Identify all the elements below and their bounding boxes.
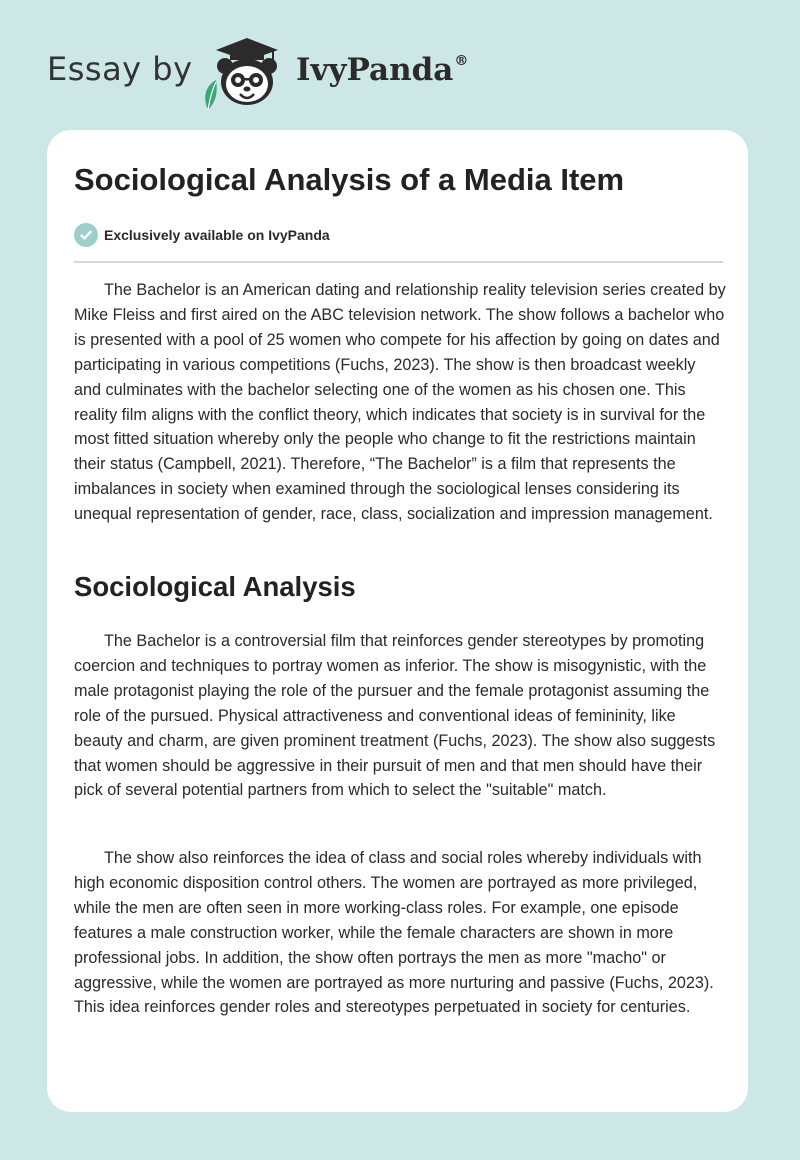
brand-name[interactable] [296,52,468,88]
essay-by-label: Essay by [47,50,193,88]
registered-mark: ® [454,52,469,69]
exclusive-badge [74,222,330,248]
section-paragraph: The show also reinforces the idea of class and social roles whereby individuals with high economic disposition control others. The women are portrayed as more privileged, while the men are often seen in more working-class roles. For example, one episode features a male construction worker, while the female characters are shown in more professional jobs. In addition, the show often portrays the men as more "macho" or aggressive, while the women are portrayed as more nurturing and passive (Fuchs, 2023). This idea reinforces gender roles and stereotypes perpetuated in society for centuries. [74,849,714,1017]
site-header [0,0,800,128]
page-title: Sociological Analysis of a Media Item [74,162,625,197]
section-paragraph: The Bachelor is a controversial film that reinforces gender stereotypes by promoting coercion and techniques to portray women as inferior. The show is misogynistic, with the male protagonist playing the role of the pursuer and the female protagonist assuming the role of the pursued. Physical attractiveness and conventional ideas of femininity, like beauty and charm, are given prominent treatment (Fuchs, 2023). The show also suggests that women should be aggressive in their pursuit of men and that men should have their pick of several potential partners from which to select the "suitable" match. [74,632,716,800]
divider [74,261,723,263]
check-icon [74,223,98,247]
intro-paragraph: The Bachelor is an American dating and relationship reality television series created by Mike Fleiss and first aired on the ABC television network. The show follows a bachelor who is presented with a pool of 25 women who compete for his affection by going on dates and participating in various competitions (Fuchs, 2023). The show is then broadcast weekly and culminates with the bachelor selecting one of the women as his chosen one. This reality film aligns with the conflict theory, which indicates that society is in survival for the most fitted situation whereby only the people who change to fit the restrictions maintain their status (Campbell, 2021). Therefore, “The Bachelor” is a film that represents the imbalances in society when examined through the sociological lenses considering its unequal representation of gender, race, class, socialization and impression management. [74,281,726,524]
section-heading: Sociological Analysis [74,571,356,602]
exclusive-label: Exclusively available on IvyPanda [104,227,330,243]
essay-card [47,130,748,1112]
ivypanda-logo-icon[interactable] [200,36,292,112]
brand-text: IvyPanda [296,52,454,88]
